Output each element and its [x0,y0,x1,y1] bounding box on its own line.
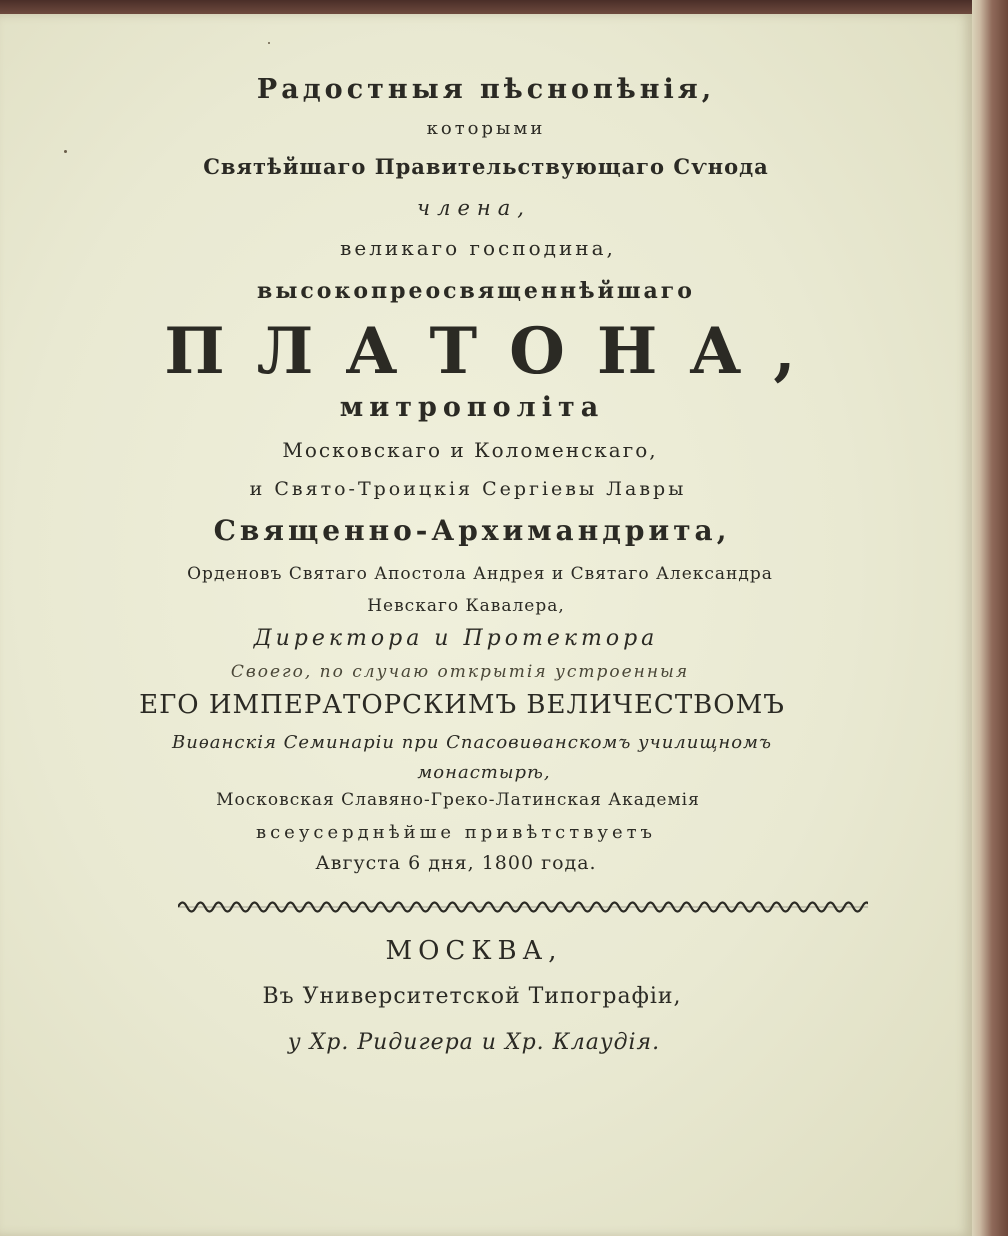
text-line: члена, [417,196,531,220]
main-title: ПЛАТОНА, [164,314,828,389]
imprint-press: Въ Университетской Типографіи, [262,984,682,1009]
text-line: Святѣйшаго Правительствующаго Сѵнода [203,154,769,179]
text-line: великаго господина, [340,236,616,260]
text-line: Директора и Протектора [253,626,659,651]
text-line: Орденовъ Святаго Апостола Андрея и Святаго Александра [187,564,773,584]
text-line: всеусерднѣйше привѣтствуетъ [255,822,657,843]
paper-speck [64,150,67,153]
title-page [0,14,972,1236]
ornamental-rule [178,894,868,920]
text-line: Виѳанскія Семинаріи при Спасовиѳанскомъ училищномъ [172,732,772,753]
text-line: Своего, по случаю открытія устроенныя [230,662,690,682]
imprint-printers: у Хр. Ридигера и Хр. Клаудія. [287,1030,661,1055]
text-line: высокопреосвященнѣйшаго [257,278,695,304]
top-binding-strip [0,0,972,14]
text-line: Невскаго Кавалера, [367,596,565,616]
date-line: Августа 6 дня, 1800 года. [315,852,597,874]
text-line: ЕГО ИМПЕРАТОРСКИМЪ ВЕЛИЧЕСТВОМЪ [139,690,785,720]
text-line: и Свято-Троицкія Сергіевы Лавры [249,478,687,500]
text-line: Московскаго и Коломенскаго, [282,438,658,462]
text-line: Московская Славяно-Греко-Латинская Академія [216,790,700,810]
page-edge [968,0,1008,1236]
imprint-city: МОСКВА, [385,936,563,966]
paper-speck [268,42,270,44]
heading-line: Радостныя пѣснопѣнія, [256,74,716,105]
text-line: монастырѣ, [417,762,551,783]
text-line: которыми [426,118,546,139]
text-line: Священно-Архимандрита, [213,514,731,547]
text-line: митрополіта [339,392,605,423]
